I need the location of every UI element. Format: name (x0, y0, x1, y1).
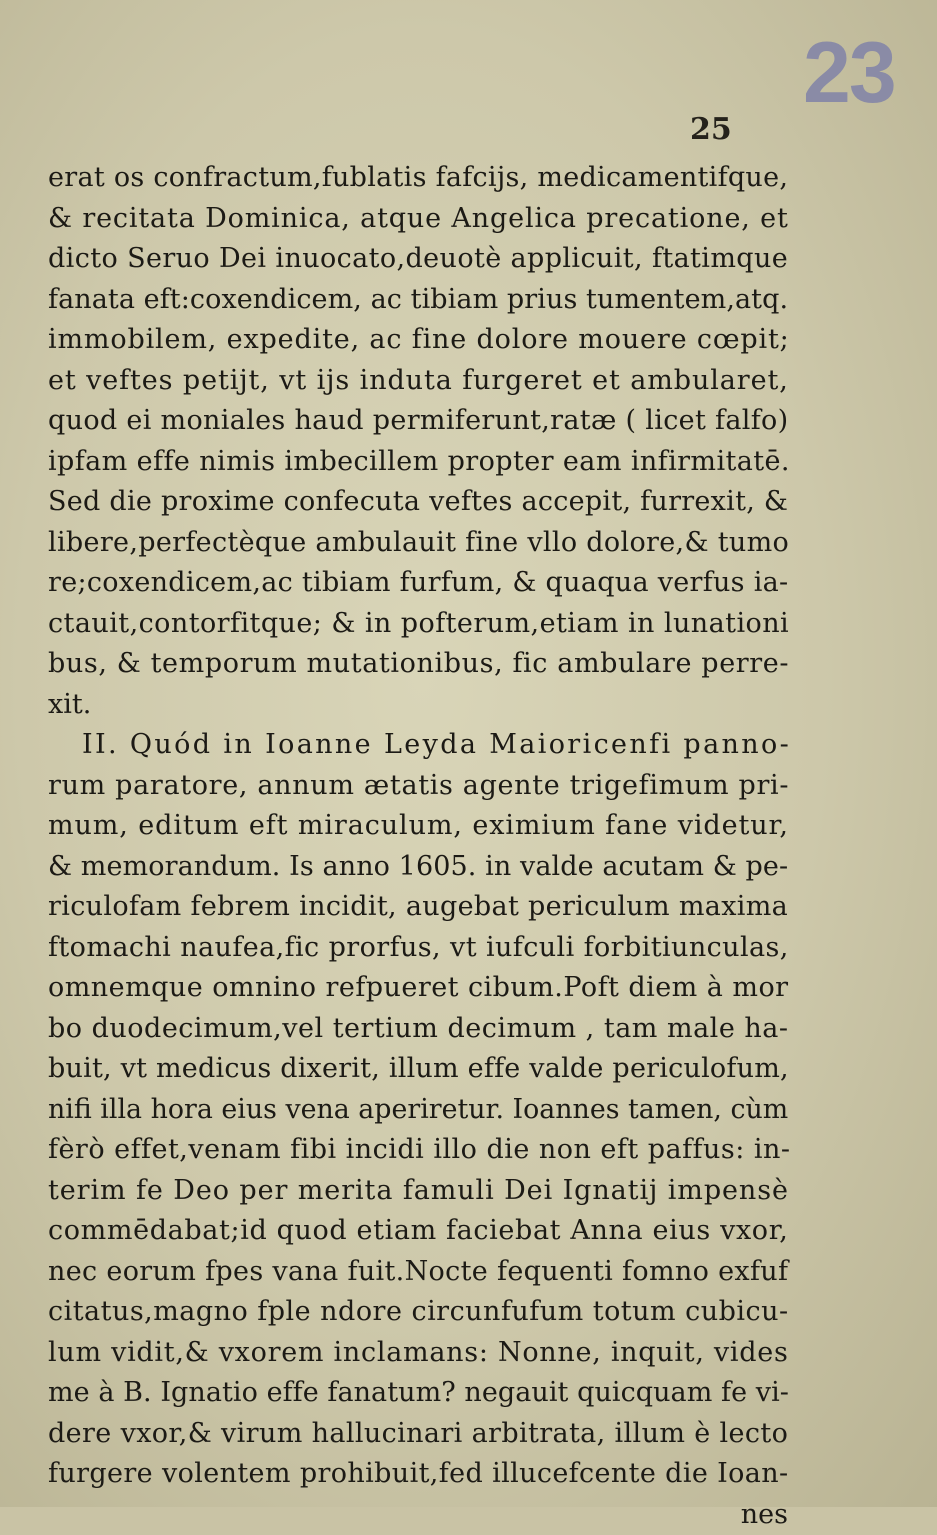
text-line: ipfam effe nimis imbecillem propter eam infirmitatē. (48, 442, 788, 483)
catchword: nes (48, 1495, 788, 1535)
text-line: erat os confractum,fublatis fafcijs, medicamentifque, (48, 158, 788, 199)
text-line: Sed die proxime confecuta veftes accepit, furrexit, & (48, 482, 788, 523)
body-text (48, 158, 788, 1535)
text-line: me à B. Ignatio effe fanatum? negauit quicquam fe vi- (48, 1373, 788, 1414)
text-line: nifi illa hora eius vena aperiretur. Ioannes tamen, cùm (48, 1090, 788, 1131)
text-line: omnemque omnino refpueret cibum.Poft diem à mor (48, 968, 788, 1009)
text-line: ftomachi naufea,fic prorfus, vt iufculi forbitiunculas, (48, 928, 788, 969)
text-line: et veftes petijt, vt ijs induta furgeret et ambularet, (48, 361, 788, 402)
text-line: riculofam febrem incidit, augebat periculum maxima (48, 887, 788, 928)
text-line: quod ei moniales haud permiferunt,ratæ ( licet falfo) (48, 401, 788, 442)
page-number-stamp: 23 (803, 30, 895, 116)
text-line: fèrò effet,venam fibi incidi illo die non eft paffus: in- (48, 1130, 788, 1171)
text-line: ctauit,contorfitque; & in pofterum,etiam in lunationi (48, 604, 788, 645)
text-line: xit. (48, 685, 788, 726)
text-line: dere vxor,& virum hallucinari arbitrata, illum è lecto (48, 1414, 788, 1455)
text-line: bo duodecimum,vel tertium decimum , tam male ha- (48, 1009, 788, 1050)
text-line: buit, vt medicus dixerit, illum effe valde periculofum, (48, 1049, 788, 1090)
text-line: & memorandum. Is anno 1605. in valde acutam & pe- (48, 847, 788, 888)
text-line: nec eorum fpes vana fuit.Nocte fequenti fomno exfuf (48, 1252, 788, 1293)
text-line: citatus,magno fple ndore circunfufum totum cubicu- (48, 1292, 788, 1333)
text-line: terim fe Deo per merita famuli Dei Ignatij impensè (48, 1171, 788, 1212)
text-line: immobilem, expedite, ac fine dolore mouere cœpit; (48, 320, 788, 361)
text-line: & recitata Dominica, atque Angelica precatione, et (48, 199, 788, 240)
paragraph-start-line: II. Quód in Ioanne Leyda Maioricenfi panno- (48, 725, 788, 766)
printed-folio-number: 25 (690, 112, 732, 147)
text-line: libere,perfectèque ambulauit fine vllo dolore,& tumo (48, 523, 788, 564)
text-line: bus, & temporum mutationibus, fic ambulare perre- (48, 644, 788, 685)
text-line: dicto Seruo Dei inuocato,deuotè applicuit, ftatimque (48, 239, 788, 280)
text-line: fanata eft:coxendicem, ac tibiam prius tumentem,atq. (48, 280, 788, 321)
text-line: furgere volentem prohibuit,fed illucefcente die Ioan- (48, 1454, 788, 1495)
text-line: lum vidit,& vxorem inclamans: Nonne, inquit, vides (48, 1333, 788, 1374)
text-line: rum paratore, annum ætatis agente trigefimum pri- (48, 766, 788, 807)
text-line: commēdabat;id quod etiam faciebat Anna eius vxor, (48, 1211, 788, 1252)
text-line: re;coxendicem,ac tibiam furfum, & quaqua verfus ia- (48, 563, 788, 604)
text-line: mum, editum eft miraculum, eximium fane videtur, (48, 806, 788, 847)
